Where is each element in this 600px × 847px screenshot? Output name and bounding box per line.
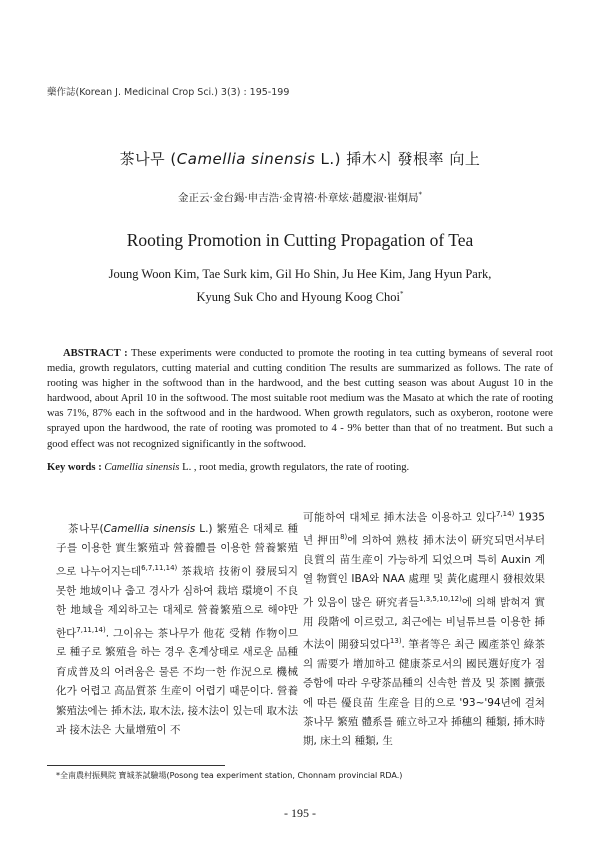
right-ref-2: 8) — [340, 532, 348, 541]
left-text-3: 茶栽培 技術이 發展되지못한 地域이나 춥고 경사가 심하여 栽培 環境이 不良한 地域을 제외하고는 대체로 營養繁殖으로 해야만 한다 — [56, 565, 298, 640]
footnote-divider — [47, 765, 225, 766]
right-text-1: 可能하여 대체로 揷木法을 이용하고 있다 — [303, 511, 496, 524]
english-authors-line2-text: Kyung Suk Cho and Hyoung Koog Choi — [196, 290, 400, 305]
korean-title — [0, 148, 600, 169]
right-text-2: 1935년 押田 — [303, 511, 545, 547]
korean-author-mark: * — [418, 190, 423, 199]
keywords — [47, 462, 553, 473]
left-ref-2: 7,11,14) — [76, 625, 106, 634]
right-ref-4: 13) — [389, 636, 402, 645]
right-text-4: 에 의해 밝혀져 實用 段階에 이르렀고, 최근에는 비닐튜브를 이용한 揷木法이 開發되었다 — [303, 596, 545, 651]
left-species: Camellia sinensis — [103, 523, 196, 535]
journal-header: 藥作誌(Korean J. Medicinal Crop Sci.) 3(3) : 195-199 — [47, 87, 290, 98]
body-right-column — [303, 505, 545, 752]
english-author-mark: * — [399, 290, 404, 298]
abstract-label: ABSTRACT : — [63, 348, 128, 359]
english-title: Rooting Promotion in Cutting Propagation of Tea — [126, 230, 474, 250]
english-authors-line2 — [0, 284, 600, 307]
korean-title-prefix: 茶나무 ( — [119, 150, 177, 168]
korean-title-suffix: L.) 揷木시 發根率 向上 — [315, 150, 481, 168]
abstract-text: These experiments were conducted to promote the rooting in tea cutting bymeans of several root media, growth regulators, cutting material and cutting condition The results are summarized as follows. The rate of rooting was higher in the softwood than in the hardwood, and the best cutting season was about August 10 in the hardwood, about April 10 in the softwood. The most suitable root medium was the Masato at which the rate of rooting was 71%, 87% each in the softwood and in the hardwood. When growth regulators, such as oxyberon, rootone were sprayed upon the hardwood, the rate of rooting was promoted to 4 - 9% better than that of no treatment. But such a good effect was not recognized significantly in the softwood. — [47, 348, 553, 450]
keywords-label: Key words : — [47, 462, 102, 473]
left-text-2: L.) 繁殖은 대체로 種子를 이용한 實生繁殖과 營養體를 이용한 營養繁殖으로 나누어지는데 — [56, 523, 298, 578]
english-authors-line1: Joung Woon Kim, Tae Surk kim, Gil Ho Shin, Ju Hee Kim, Jang Hyun Park, — [108, 267, 492, 281]
keywords-species: Camellia sinensis — [104, 462, 180, 473]
left-text-4: . 그이유는 茶나무가 他花 受精 作物이므로 種子로 繁殖을 하는 경우 혼계상태로 새로운 品種 育成普及의 어려움은 물론 不均一한 作況으로 機械化가 어렵고 高品質茶 生産이 어렵기 때문이다. 營養 繁殖法에는 揷木法, 取木法, 接木法이 있는데 取木法과 接木法은 大量增殖이 不 — [56, 627, 298, 737]
korean-authors — [0, 190, 600, 205]
keywords-rest: L. , root media, growth regulators, the rate of rooting. — [182, 462, 410, 473]
english-authors — [0, 264, 600, 307]
footnote: *全南農村振興院 寶城茶試驗場(Posong tea experiment station, Chonnam provincial RDA.) — [56, 771, 403, 780]
right-ref-3: 1,3,5,10,12) — [419, 594, 462, 603]
korean-title-species: Camellia sinensis — [176, 150, 316, 168]
korean-author-list: 金正云·金台錫·申吉浩·金冑禧·朴章炫·趙慶淑·崔炯局 — [177, 192, 419, 204]
left-text-1: 茶나무( — [68, 523, 104, 535]
left-ref-1: 6,7,11,14) — [141, 563, 178, 572]
abstract — [47, 346, 553, 452]
right-text-3: 에 의하여 熟枝 揷木法이 硏究되면서부터 良質의 苗生産이 가능하게 되었으며 특히 Auxin 계열 物質인 IBA와 NAA 處理 및 黃化處理시 發根效果가 있음이 많은 硏究者들 — [303, 534, 545, 609]
right-ref-1: 7,14) — [496, 510, 515, 518]
right-text-5: . 筆者等은 최근 國產茶인 綠茶의 需要가 增加하고 健康茶로서의 國民選好度가 점증함에 따라 우량茶品種의 신속한 普及 및 茶園 擴張에 따른 優良苗 生産을 目的으로 '93~'94년에 걸쳐 茶나무 繁殖 體系를 確立하고자 揷穗의 種類, 揷木時期, 床土의 種類, 生 — [303, 638, 545, 748]
body-left-column — [56, 520, 298, 740]
page-number: - 195 - — [284, 806, 316, 820]
